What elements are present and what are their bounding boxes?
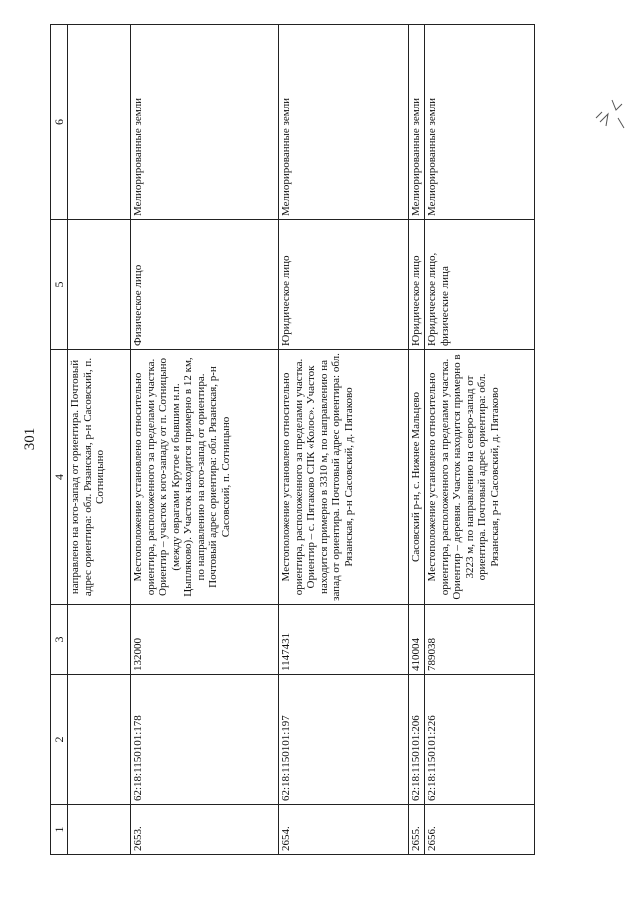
land-category — [68, 25, 131, 220]
owner-type: Юридическое лицо — [409, 220, 425, 350]
rotated-table-wrapper — [50, 25, 620, 855]
area-value: 410004 — [409, 605, 425, 675]
cadastral-number: 62:18:1150101:206 — [409, 675, 425, 805]
row-number: 2653. — [131, 805, 279, 855]
row-number: 2655. — [409, 805, 425, 855]
location-description: Сасовский р-н, с. Нижнее Мальцево — [409, 350, 425, 605]
row-number: 2654. — [279, 805, 409, 855]
table-row — [68, 25, 131, 855]
owner-type: Юридическое лицо, физические лица — [425, 220, 535, 350]
land-category: Мелиорированные земли — [409, 25, 425, 220]
owner-type: Физическое лицо — [131, 220, 279, 350]
row-number: 2656. — [425, 805, 535, 855]
column-number: 4 — [51, 350, 68, 605]
land-plots-table — [50, 24, 535, 855]
cadastral-number: 62:18:1150101:178 — [131, 675, 279, 805]
land-category: Мелиорированные земли — [279, 25, 409, 220]
owner-type — [68, 220, 131, 350]
area-value: 789038 — [425, 605, 535, 675]
location-description: Местоположение установлено относительно ориентира, расположенного за пределами участка. Ориентир – с. Пятаково СПК «Колос». Участок находится примерно в 3310 м, по направлению на запад от ориентира. Почтовый адрес ориентира: обл. Рязанская, р-н Сасовский, д. Пятаково — [279, 350, 409, 605]
table-row — [131, 25, 279, 855]
column-number-row — [51, 25, 68, 855]
handwritten-mark-icon — [592, 88, 628, 136]
column-number: 3 — [51, 605, 68, 675]
column-number: 5 — [51, 220, 68, 350]
document-table-area — [50, 25, 620, 855]
table-row — [425, 25, 535, 855]
location-description: Местоположение установлено относительно ориентира, расположенного за пределами участка. Ориентир – участок к юго-западу от п. Сотницыно (между оврагами Крутое и бывшим н.п. Цыплякoво). Участок находится примерно в 12 км, по направлению на юго-запад от ориентира. Почтовый адрес ориентира: обл. Рязанская, р-н Сасовский, п. Сотницыно — [131, 350, 279, 605]
row-number — [68, 805, 131, 855]
table-row — [409, 25, 425, 855]
cadastral-number: 62:18:1150101:226 — [425, 675, 535, 805]
table-row — [279, 25, 409, 855]
cadastral-number — [68, 675, 131, 805]
column-number: 2 — [51, 675, 68, 805]
location-description: направлено на юго-запад от ориентира. Почтовый адрес ориентира: обл. Рязанская, р-н Сасовский, п. Сотницыно — [68, 350, 131, 605]
owner-type: Юридическое лицо — [279, 220, 409, 350]
column-number: 1 — [51, 805, 68, 855]
area-value — [68, 605, 131, 675]
land-category: Мелиорированные земли — [425, 25, 535, 220]
page-number: 301 — [22, 427, 38, 451]
land-category: Мелиорированные земли — [131, 25, 279, 220]
area-value: 132000 — [131, 605, 279, 675]
column-number: 6 — [51, 25, 68, 220]
cadastral-number: 62:18:1150101:197 — [279, 675, 409, 805]
area-value: 1147431 — [279, 605, 409, 675]
location-description: Местоположение установлено относительно ориентира, расположенного за пределами участка. Ориентир – деревня. Участок находится примерно в 3223 м, по направлению на северо-запад от ориентира. Почтовый адрес ориентира: обл. Рязанская, р-н Сасовский, д. Пятаково — [425, 350, 535, 605]
